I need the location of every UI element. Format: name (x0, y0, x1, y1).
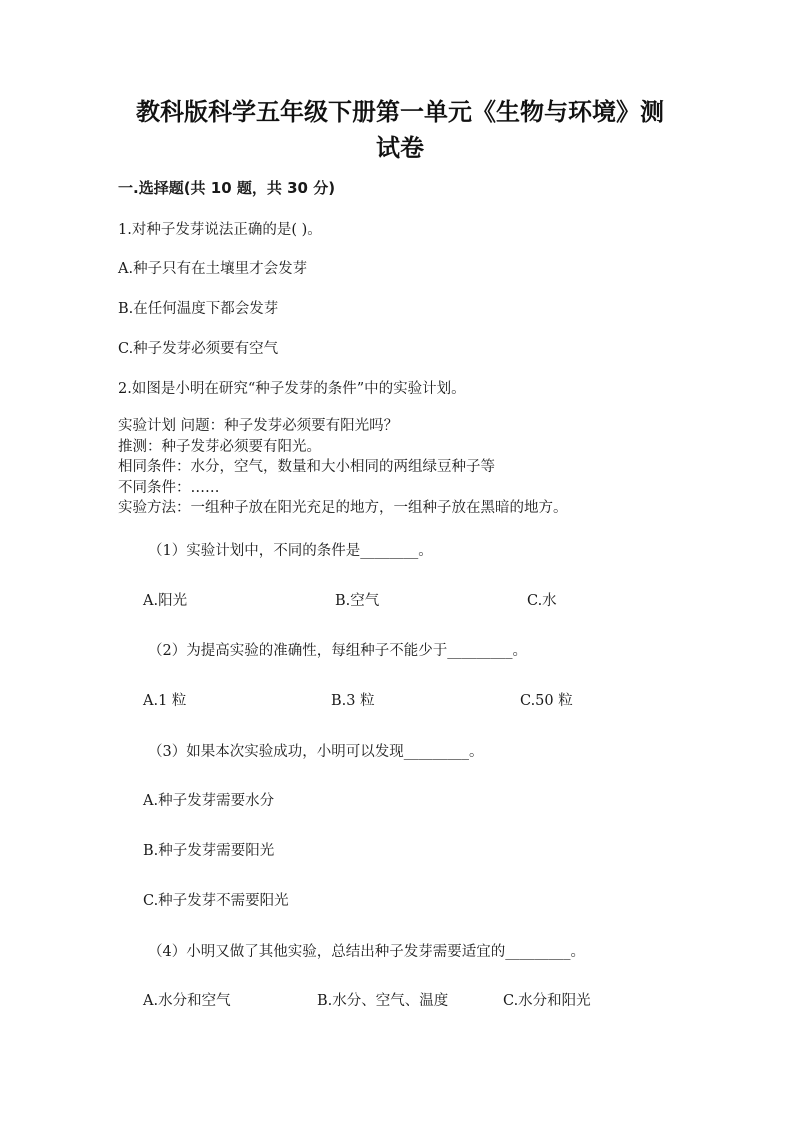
q1-stem: 1.对种子发芽说法正确的是( )。 (118, 222, 322, 238)
q2-sub1-stem: （1）实验计划中，不同的条件是________。 (148, 543, 433, 559)
q2-sub2-option-a: A.1 粒 (143, 693, 187, 709)
q1-option-c: C.种子发芽必须要有空气 (118, 341, 279, 357)
q2-sub1-option-b: B.空气 (335, 593, 380, 609)
q2-sub3-stem: （3）如果本次实验成功，小明可以发现_________。 (148, 744, 484, 760)
section-heading: 一.选择题(共 10 题，共 30 分) (118, 179, 336, 197)
q2-sub4-option-b: B.水分、空气、温度 (317, 993, 449, 1009)
q2-sub2-stem: （2）为提高实验的准确性，每组种子不能少于_________。 (148, 643, 527, 659)
plan-line-question: 实验计划 问题：种子发芽必须要有阳光吗？ (118, 418, 399, 434)
title-line-1: 教科版科学五年级下册第一单元《生物与环境》测 (136, 98, 664, 126)
q2-sub3-option-a: A.种子发芽需要水分 (143, 793, 275, 809)
page-title (100, 94, 700, 166)
q2-sub4-option-a: A.水分和空气 (143, 993, 231, 1009)
q2-sub4-stem: （4）小明又做了其他实验，总结出种子发芽需要适宜的_________。 (148, 944, 585, 960)
q2-stem: 2.如图是小明在研究“种子发芽的条件”中的实验计划。 (118, 381, 466, 397)
q2-sub1-option-c: C.水 (527, 593, 557, 609)
q2-sub2-option-b: B.3 粒 (331, 693, 375, 709)
experiment-plan (118, 416, 568, 519)
plan-line-hypothesis: 推测：种子发芽必须要有阳光。 (118, 438, 321, 455)
q2-sub2-option-c: C.50 粒 (520, 693, 573, 709)
q1-option-a: A.种子只有在土壤里才会发芽 (118, 261, 308, 277)
title-line-2: 试卷 (376, 134, 424, 162)
q2-sub3-option-c: C.种子发芽不需要阳光 (143, 893, 289, 909)
plan-line-different-conditions: 不同条件：…… (118, 479, 220, 496)
q1-option-b: B.在任何温度下都会发芽 (118, 301, 279, 317)
plan-line-method: 实验方法：一组种子放在阳光充足的地方，一组种子放在黑暗的地方。 (118, 500, 568, 516)
q2-sub4-option-c: C.水分和阳光 (503, 993, 591, 1009)
q2-sub3-option-b: B.种子发芽需要阳光 (143, 843, 275, 859)
q2-sub1-option-a: A.阳光 (143, 593, 188, 609)
plan-line-same-conditions: 相同条件：水分，空气，数量和大小相同的两组绿豆种子等 (118, 459, 495, 475)
